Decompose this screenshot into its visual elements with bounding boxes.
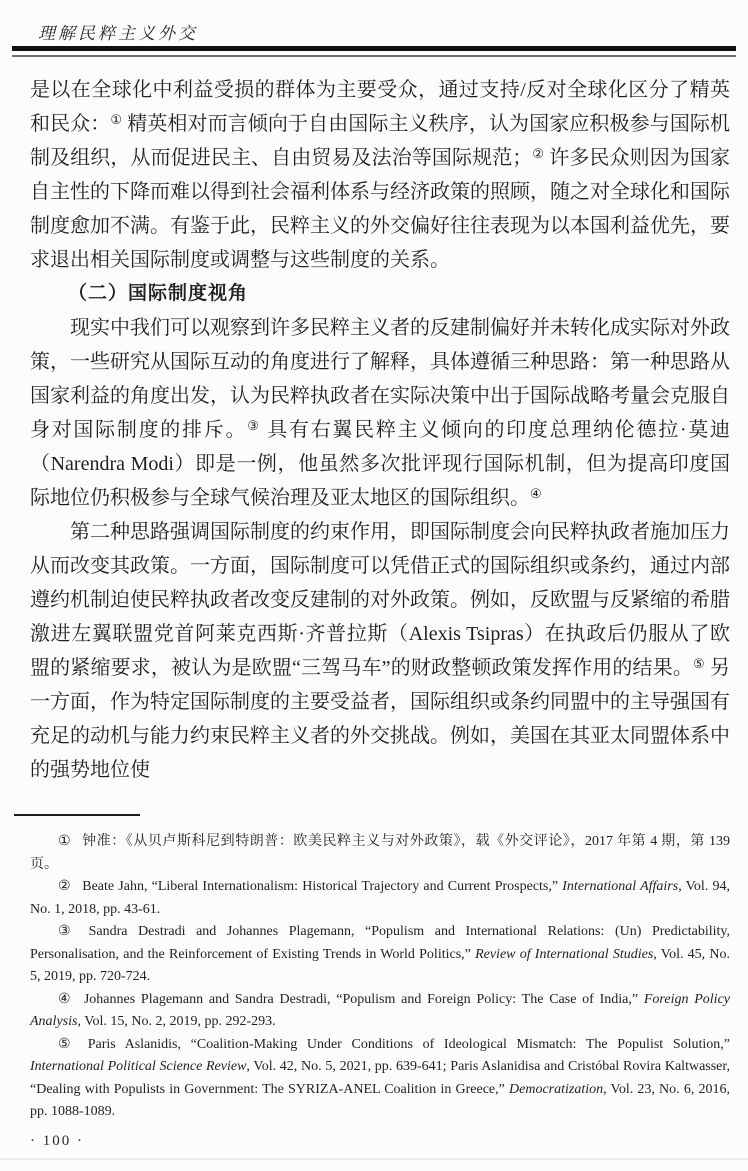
scan-artifact-line — [0, 1158, 748, 1160]
footnotes-block — [30, 831, 730, 1124]
running-title: 理解民粹主义外交 — [38, 24, 198, 43]
header-rule-thin — [12, 55, 736, 57]
footnote-separator — [14, 814, 140, 816]
footnote-4: ④ Johannes Plagemann and Sandra Destradi, “Populism and Foreign Policy: The Case of India,” Foreign Policy Analysis, Vol. 15, No. 2, 2019, pp. 292-293. — [30, 991, 730, 1029]
paragraph-continuation: 是以在全球化中利益受损的群体为主要受众，通过支持/反对全球化区分了精英和民众：① 精英相对而言倾向于自由国际主义秩序，认为国家应积极参与国际机制及组织，从而促进民主、自由贸易及法治等国际规范；② 许多民众则因为国家自主性的下降而难以得到社会福利体系与经济政策的照顾，随之对全球化和国际制度愈加不满。有鉴于此，民粹主义的外交偏好往往表现为以本国利益优先，要求退出相关国际制度或调整与这些制度的关系。 — [30, 79, 731, 271]
paragraph: 现实中我们可以观察到许多民粹主义者的反建制偏好并未转化成实际对外政策，一些研究从国际互动的角度进行了解释，具体遵循三种思路：第一种思路从国家利益的角度出发，认为民粹执政者在实际决策中出于国际战略考量会克服自身对国际制度的排斥。③ 具有右翼民粹主义倾向的印度总理纳伦德拉·莫迪（Narendra Modi）即是一例，他虽然多次批评现行国际机制，但为提高印度国际地位仍积极参与全球气候治理及亚太地区的国际组织。④ — [30, 317, 731, 509]
footnote-3: ③ Sandra Destradi and Johannes Plagemann, “Populism and International Relations: (Un) Predictability, Personalisation, and the Reinforcement of Existing Trends in World Politics,” Review of International Studies, Vol. 45, No. 5, 2019, pp. 720-724. — [30, 924, 730, 984]
header-rule-thick — [12, 46, 736, 51]
page-number: · 100 · — [30, 1133, 84, 1149]
footnote-1: ① 钟准：《从贝卢斯科尼到特朗普：欧美民粹主义与对外政策》，载《外交评论》，2017 年第 4 期，第 139 页。 — [30, 834, 730, 872]
section-heading: （二）国际制度视角 — [68, 283, 249, 304]
footnote-5: ⑤ Paris Aslanidis, “Coalition-Making Under Conditions of Ideological Mismatch: The Populist Solution,” International Political Science Review, Vol. 42, No. 5, 2021, pp. 639-641; Paris Aslanidisa and Cristóbal Rovira Kaltwasser, “Dealing with Populists in Government: The SYRIZA-ANEL Coalition in Greece,” Democratization, Vol. 23, No. 6, 2016, pp. 1088-1089. — [30, 1036, 730, 1119]
article-body — [30, 73, 730, 787]
footnote-2: ② Beate Jahn, “Liberal Internationalism: Historical Trajectory and Current Prospects,” International Affairs, Vol. 94, No. 1, 2018, pp. 43-61. — [30, 879, 731, 917]
paragraph: 第二种思路强调国际制度的约束作用，即国际制度会向民粹执政者施加压力从而改变其政策。一方面，国际制度可以凭借正式的国际组织或条约，通过内部遵约机制迫使民粹执政者改变反建制的对外政策。例如，反欧盟与反紧缩的希腊激进左翼联盟党首阿莱克西斯·齐普拉斯（Alexis Tsipras）在执政后仍服从了欧盟的紧缩要求，被认为是欧盟“三驾马车”的财政整顿政策发挥作用的结果。⑤ 另一方面，作为特定国际制度的主要受益者，国际组织或条约同盟中的主导强国有充足的动机与能力约束民粹主义者的外交挑战。例如，美国在其亚太同盟体系中的强势地位使 — [30, 521, 730, 781]
